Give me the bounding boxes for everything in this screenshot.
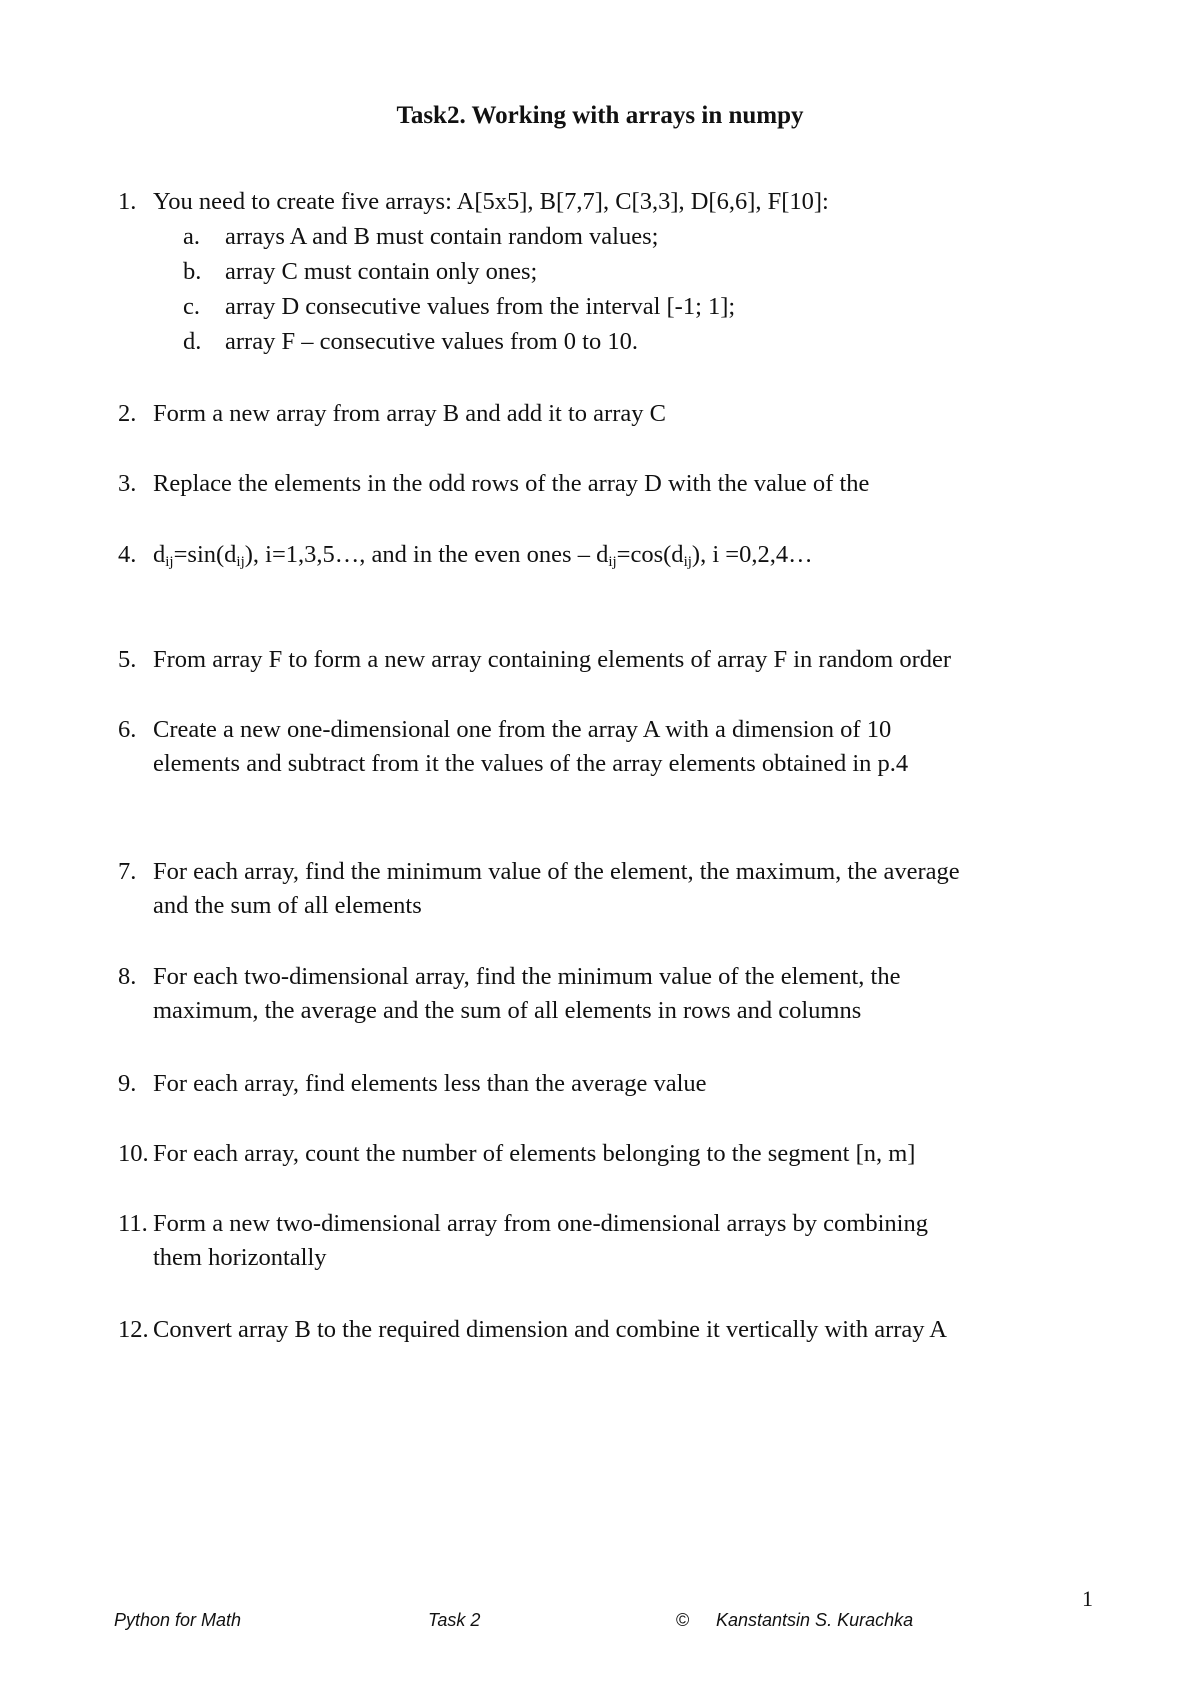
- item-number: 7.: [118, 858, 137, 885]
- footer-copyright: ©: [676, 1610, 690, 1630]
- item-number: 11.: [118, 1210, 148, 1237]
- item-number: 4.: [118, 541, 137, 568]
- subitem-letter: c.: [183, 293, 200, 320]
- item-number: 10.: [118, 1140, 149, 1167]
- item-number: 9.: [118, 1070, 137, 1097]
- footer-course: Python for Math: [114, 1610, 242, 1630]
- subitem-text: arrays A and B must contain random values;: [225, 223, 659, 250]
- item-text-line-1: Create a new one-dimensional one from the array A with a dimension of 10: [153, 716, 892, 743]
- subitem-text: array F – consecutive values from 0 to 10.: [225, 328, 638, 355]
- page-title: Task2. Working with arrays in numpy: [396, 102, 804, 129]
- item-number: 12.: [118, 1316, 149, 1343]
- subitem-text: array C must contain only ones;: [225, 258, 538, 285]
- item-text: You need to create five arrays: A[5x5], B[7,7], C[3,3], D[6,6], F[10]:: [153, 188, 829, 215]
- item-number: 1.: [118, 188, 137, 215]
- item-text-line-2: elements and subtract from it the values of the array elements obtained in p.4: [153, 750, 909, 777]
- footer-task: Task 2: [428, 1610, 481, 1630]
- item-text-line-1: For each array, find the minimum value of the element, the maximum, the average: [153, 858, 960, 885]
- footer-author: Kanstantsin S. Kurachka: [716, 1610, 914, 1630]
- item-text: Replace the elements in the odd rows of the array D with the value of the: [153, 470, 870, 497]
- item-text: From array F to form a new array containing elements of array F in random order: [153, 646, 952, 673]
- item-text: Convert array B to the required dimension and combine it vertically with array A: [153, 1316, 947, 1343]
- item-text-line-1: For each two-dimensional array, find the minimum value of the element, the: [153, 963, 901, 990]
- item-number: 3.: [118, 470, 137, 497]
- item-text: For each array, find elements less than the average value: [153, 1070, 707, 1097]
- page-number: 1: [1082, 1586, 1093, 1611]
- subitem-letter: d.: [183, 328, 202, 355]
- item-text-line-1: Form a new two-dimensional array from one-dimensional arrays by combining: [153, 1210, 928, 1237]
- item-text: Form a new array from array B and add it to array C: [153, 400, 666, 427]
- item-text: $d_{ij}=\sin(d_{ij})$, i=1,3,5…, and in the even ones – $d_{ij}=\cos(d_{ij})$, i =0,2,4…: [153, 541, 813, 570]
- item-text-line-2: maximum, the average and the sum of all elements in rows and columns: [153, 997, 862, 1024]
- item-text: For each array, count the number of elements belonging to the segment [n, m]: [153, 1140, 916, 1167]
- item-number: 8.: [118, 963, 137, 990]
- item-number: 2.: [118, 400, 137, 427]
- item-text-line-2: and the sum of all elements: [153, 892, 422, 919]
- item-text-line-2: them horizontally: [153, 1244, 327, 1271]
- subitem-letter: a.: [183, 223, 200, 250]
- item-number: 6.: [118, 716, 137, 743]
- subitem-text: array D consecutive values from the interval [-1; 1];: [225, 293, 736, 320]
- item-number: 5.: [118, 646, 137, 673]
- subitem-letter: b.: [183, 258, 202, 285]
